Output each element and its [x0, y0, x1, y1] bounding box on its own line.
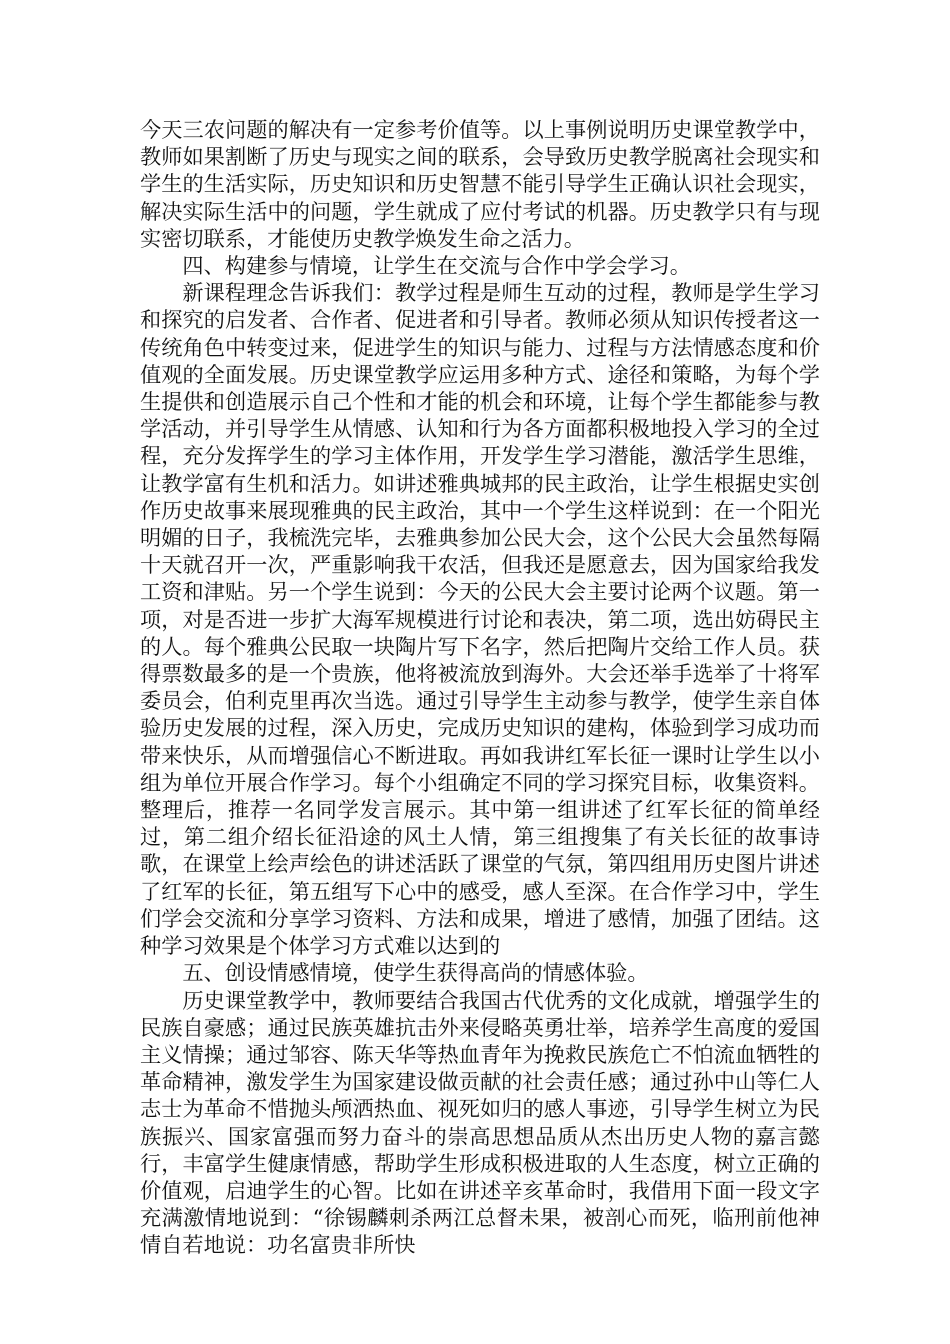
- paragraph-history-reality: 今天三农问题的解决有一定参考价值等。以上事例说明历史课堂教学中，教师如果割断了历史与现实之间的联系，会导致历史教学脱离社会现实和学生的生活实际，历史知识和历史智慧不能引导学生正确认识社会现实，解决实际生活中的问题，学生就成了应付考试的机器。历史教学只有与现实密切联系，才能使历史教学焕发生命之活力。: [140, 117, 820, 251]
- section-heading-four: 四、构建参与情境，让学生在交流与合作中学会学习。: [182, 253, 691, 279]
- section-heading-five: 五、创设情感情境，使学生获得高尚的情感体验。: [182, 960, 649, 986]
- paragraph-emotion: 历史课堂教学中，教师要结合我国古代优秀的文化成就，增强学生的民族自豪感；通过民族英雄抗击外来侵略英勇壮举，培养学生高度的爱国主义情操；通过邹容、陈天华等热血青年为挽救民族危亡不怕流血牺牲的革命精神，激发学生为国家建设做贡献的社会责任感；通过孙中山等仁人志士为革命不惜抛头颅洒热血、视死如归的感人事迹，引导学生树立为民族振兴、国家富强而努力奋斗的崇高思想品质从杰出历史人物的嘉言懿行，丰富学生健康情感，帮助学生形成积极进取的人生态度，树立正确的价值观，启迪学生的心智。比如在讲述辛亥革命时，我借用下面一段文字充满激情地说到：“徐锡麟刺杀两江总督未果，被剖心而死，临刑前他神情自若地说：功名富贵非所快: [140, 987, 820, 1258]
- body-text: [140, 116, 820, 1259]
- paragraph-participation: 新课程理念告诉我们：教学过程是师生互动的过程，教师是学生学习和探究的启发者、合作者、促进者和引导者。教师必须从知识传授者这一传统角色中转变过来，促进学生的知识与能力、过程与方法情感态度和价值观的全面发展。历史课堂教学应运用多种方式、途径和策略，为每个学生提供和创造展示自己个性和才能的机会和环境，让每个学生都能参与教学活动，并引导学生从情感、认知和行为各方面都积极地投入学习的全过程，充分发挥学生的学习主体作用，开发学生学习潜能，激活学生思维，让教学富有生机和活力。如讲述雅典城邦的民主政治，让学生根据史实创作历史故事来展现雅典的民主政治，其中一个学生这样说到：在一个阳光明媚的日子，我梳洗完毕，去雅典参加公民大会，这个公民大会虽然每隔十天就召开一次，严重影响我干农活，但我还是愿意去，因为国家给我发工资和津贴。另一个学生说到：今天的公民大会主要讨论两个议题。第一项，对是否进一步扩大海军规模进行讨论和表决，第二项，选出妨碍民主的人。每个雅典公民取一块陶片写下名字，然后把陶片交给工作人员。获得票数最多的是一个贵族，他将被流放到海外。大会还举手选举了十将军委员会，伯利克里再次当选。通过引导学生主动参与教学，使学生亲自体验历史发展的过程，深入历史，完成历史知识的建构，体验到学习成功而带来快乐，从而增强信心不断进取。再如我讲红军长征一课时让学生以小组为单位开展合作学习。每个小组确定不同的学习探究目标，收集资料。整理后，推荐一名同学发言展示。其中第一组讲述了红军长征的简单经过，第二组介绍长征沿途的风土人情，第三组搜集了有关长征的故事诗歌，在课堂上绘声绘色的讲述活跃了课堂的气氛，第四组用历史图片讲述了红军的长征，第五组写下心中的感受，感人至深。在合作学习中，学生们学会交流和分享学习资料、方法和成果，增进了感情，加强了团结。这种学习效果是个体学习方式难以达到的: [140, 280, 820, 959]
